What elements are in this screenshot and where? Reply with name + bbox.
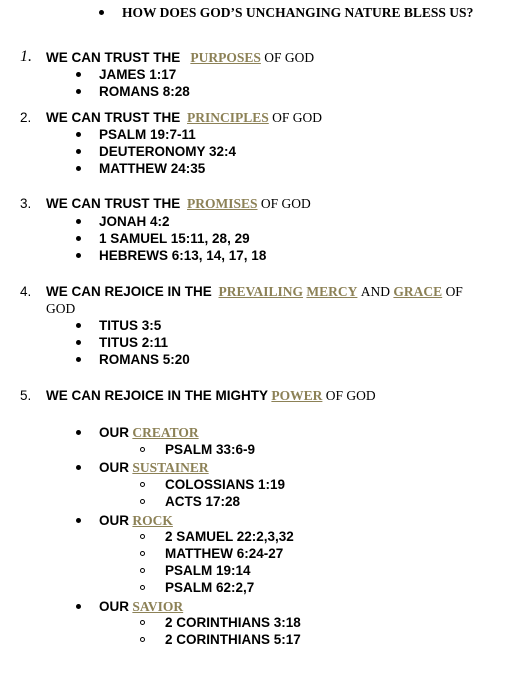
section-4-keyword-grace: GRACE	[393, 284, 443, 299]
section-4-ref-2: TITUS 2:11	[99, 335, 169, 350]
bullet-icon	[76, 166, 81, 171]
group-sustainer-ref-2: ACTS 17:28	[165, 494, 241, 509]
section-3-keyword: PROMISES	[187, 196, 258, 211]
section-1-ref-2: ROMANS 8:28	[99, 84, 190, 99]
group-sustainer-prefix: OUR	[99, 460, 129, 475]
circle-bullet-icon	[140, 447, 145, 452]
section-5-tail: OF GOD	[325, 388, 376, 403]
section-3-ref-2: 1 SAMUEL 15:11, 28, 29	[99, 231, 250, 246]
bullet-icon	[76, 465, 81, 470]
section-3-heading	[46, 195, 311, 212]
section-5-number: 5.	[20, 388, 32, 403]
section-1-heading	[46, 49, 314, 66]
bullet-icon	[76, 236, 81, 241]
group-savior-ref-2: 2 CORINTHIANS 5:17	[165, 632, 301, 647]
section-1-lead: WE CAN TRUST THE	[46, 50, 181, 65]
bullet-icon	[76, 149, 81, 154]
circle-bullet-icon	[140, 637, 145, 642]
group-savior-heading	[99, 598, 183, 615]
title-bullet-icon	[99, 10, 104, 15]
section-2-number: 2.	[20, 110, 32, 125]
group-rock-prefix: OUR	[99, 513, 129, 528]
bullet-icon	[76, 72, 81, 77]
group-rock-ref-3: PSALM 19:14	[165, 563, 251, 578]
group-rock-ref-1: 2 SAMUEL 22:2,3,32	[165, 529, 294, 544]
section-4-of: OF	[445, 284, 463, 299]
group-rock-keyword: ROCK	[132, 513, 173, 528]
group-creator-heading	[99, 424, 199, 441]
section-2-lead: WE CAN TRUST THE	[46, 110, 181, 125]
section-2-tail: OF GOD	[272, 110, 323, 125]
bullet-icon	[76, 219, 81, 224]
document-title: HOW DOES GOD’S UNCHANGING NATURE BLESS US?	[122, 5, 474, 20]
section-3-ref-1: JONAH 4:2	[99, 214, 170, 229]
bullet-icon	[76, 518, 81, 523]
group-sustainer-keyword: SUSTAINER	[132, 460, 209, 475]
section-4-and: AND	[360, 284, 391, 299]
group-creator-keyword: CREATOR	[132, 425, 199, 440]
group-creator-ref-1: PSALM 33:6-9	[165, 442, 256, 457]
bullet-icon	[76, 253, 81, 258]
section-4-lead: WE CAN REJOICE IN THE	[46, 284, 212, 299]
group-sustainer-ref-1: COLOSSIANS 1:19	[165, 477, 286, 492]
group-rock-ref-4: PSALM 62:2,7	[165, 580, 255, 595]
circle-bullet-icon	[140, 534, 145, 539]
group-savior-prefix: OUR	[99, 599, 129, 614]
section-1-ref-1: JAMES 1:17	[99, 67, 177, 82]
section-3-number: 3.	[20, 196, 32, 211]
section-5-heading	[46, 387, 376, 404]
circle-bullet-icon	[140, 568, 145, 573]
section-2-ref-3: MATTHEW 24:35	[99, 161, 206, 176]
section-5-keyword: POWER	[271, 388, 323, 403]
bullet-icon	[76, 132, 81, 137]
bullet-icon	[76, 604, 81, 609]
section-4-heading-wrap: GOD	[46, 301, 76, 316]
group-creator-prefix: OUR	[99, 425, 129, 440]
section-4-keyword-mercy: MERCY	[306, 284, 358, 299]
section-2-keyword: PRINCIPLES	[187, 110, 269, 125]
section-1-keyword: PURPOSES	[190, 50, 261, 65]
section-4-heading	[46, 283, 463, 300]
circle-bullet-icon	[140, 620, 145, 625]
section-4-ref-3: ROMANS 5:20	[99, 352, 190, 367]
bullet-icon	[76, 323, 81, 328]
group-savior-keyword: SAVIOR	[132, 599, 184, 614]
section-2-heading	[46, 109, 322, 126]
bullet-icon	[76, 89, 81, 94]
circle-bullet-icon	[140, 551, 145, 556]
section-3-ref-3: HEBREWS 6:13, 14, 17, 18	[99, 248, 267, 263]
bullet-icon	[76, 340, 81, 345]
section-1-number: 1.	[20, 48, 32, 65]
circle-bullet-icon	[140, 499, 145, 504]
section-1-tail: OF GOD	[264, 50, 315, 65]
section-5-lead: WE CAN REJOICE IN THE MIGHTY	[46, 388, 269, 403]
group-savior-ref-1: 2 CORINTHIANS 3:18	[165, 615, 301, 630]
section-4-number: 4.	[20, 284, 32, 299]
section-3-tail: OF GOD	[260, 196, 311, 211]
group-sustainer-heading	[99, 459, 209, 476]
circle-bullet-icon	[140, 482, 145, 487]
section-3-lead: WE CAN TRUST THE	[46, 196, 181, 211]
section-4-keyword-prevailing: PREVAILING	[218, 284, 304, 299]
section-2-ref-1: PSALM 19:7-11	[99, 127, 196, 142]
bullet-icon	[76, 357, 81, 362]
section-2-ref-2: DEUTERONOMY 32:4	[99, 144, 237, 159]
circle-bullet-icon	[140, 585, 145, 590]
bullet-icon	[76, 430, 81, 435]
group-rock-heading	[99, 512, 173, 529]
section-4-ref-1: TITUS 3:5	[99, 318, 162, 333]
group-rock-ref-2: MATTHEW 6:24-27	[165, 546, 284, 561]
